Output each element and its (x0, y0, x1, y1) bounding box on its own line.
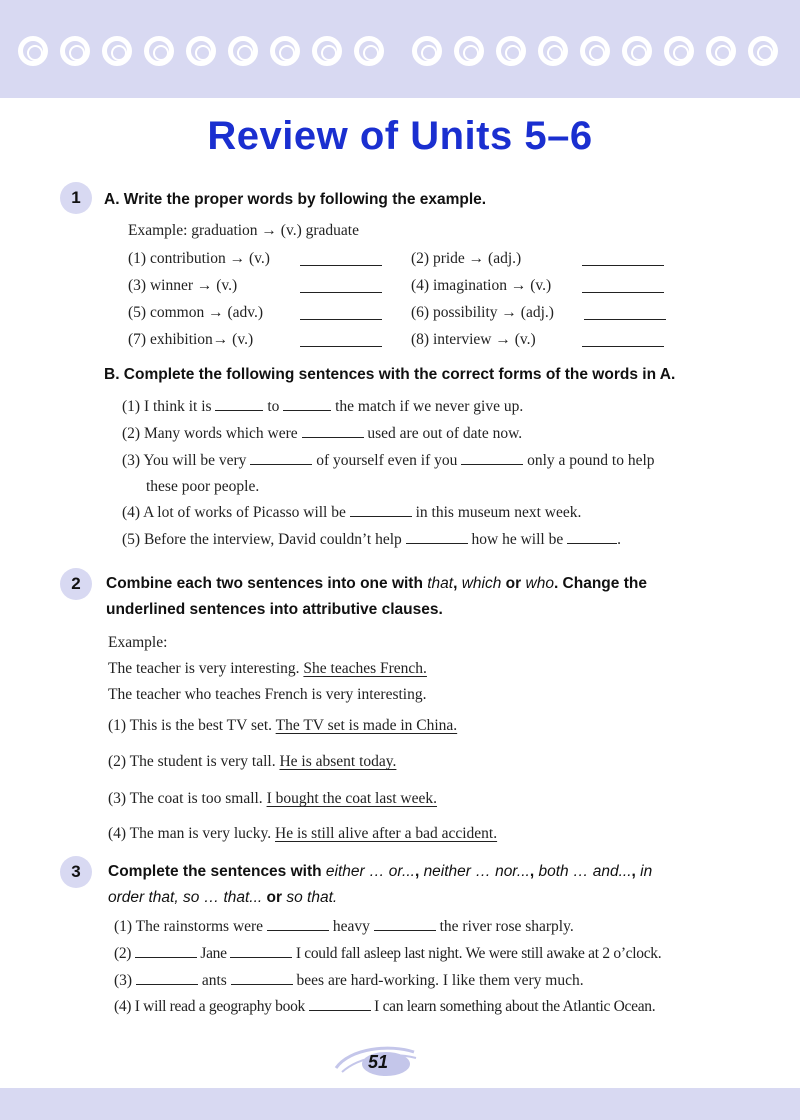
section-1a-item: (2) pride → (adj.) (411, 250, 522, 267)
section-1b-sentence: (5) Before the interview, David couldn’t help how he will be . (122, 531, 621, 548)
answer-blank[interactable] (406, 530, 468, 544)
section-3-badge: 3 (60, 856, 92, 888)
ring-icon (538, 36, 568, 66)
answer-blank[interactable] (231, 971, 293, 985)
answer-blank[interactable] (302, 424, 364, 438)
answer-blank[interactable] (300, 279, 382, 293)
section-1b-sentence-cont: these poor people. (146, 478, 260, 495)
section-1a-item: (4) imagination → (v.) (411, 277, 552, 294)
answer-blank[interactable] (584, 306, 666, 320)
answer-blank[interactable] (300, 306, 382, 320)
section-2-item: (3) The coat is too small. I bought the coat last week. (108, 790, 438, 807)
answer-blank[interactable] (567, 530, 617, 544)
answer-blank[interactable] (267, 917, 329, 931)
section-1b-sentence: (1) I think it is to the match if we never give up. (122, 398, 524, 415)
answer-blank[interactable] (582, 252, 664, 266)
bottom-decorative-band (0, 1088, 800, 1120)
section-2-item: (4) The man is very lucky. He is still alive after a bad accident. (108, 825, 498, 842)
answer-blank[interactable] (461, 451, 523, 465)
section-3-sentence: (3) ants bees are hard-working. I like them very much. (114, 972, 584, 989)
section-1a-item: (7) exhibition→ (v.) (128, 331, 254, 348)
answer-blank[interactable] (300, 333, 382, 347)
ring-icon (144, 36, 174, 66)
section-1b-sentence: (3) You will be very of yourself even if you only a pound to help (122, 452, 655, 469)
section-2-item: (2) The student is very tall. He is absent today. (108, 753, 397, 770)
answer-blank[interactable] (582, 279, 664, 293)
answer-blank[interactable] (300, 252, 382, 266)
section-1b-sentence: (2) Many words which were used are out of date now. (122, 425, 523, 442)
ring-icon (706, 36, 736, 66)
ring-icon (270, 36, 300, 66)
answer-blank[interactable] (283, 397, 331, 411)
section-3-sentence: (2) Jane I could fall asleep last night. We were still awake at 2 o’clock. (114, 945, 662, 962)
section-2-example-question: The teacher is very interesting. She teaches French. (108, 660, 427, 677)
ring-icon (18, 36, 48, 66)
section-2-badge: 2 (60, 568, 92, 600)
ring-icon (60, 36, 90, 66)
page-number: 51 (368, 1052, 389, 1072)
ring-icon (496, 36, 526, 66)
ring-icon (102, 36, 132, 66)
section-1a-item: (5) common → (adv.) (128, 304, 264, 321)
answer-blank[interactable] (350, 503, 412, 517)
answer-blank[interactable] (309, 997, 371, 1011)
section-1a-heading: A. Write the proper words by following the example. (104, 191, 487, 208)
section-1b-sentence: (4) A lot of works of Picasso will be in this museum next week. (122, 504, 582, 521)
section-1a-item: (6) possibility → (adj.) (411, 304, 554, 321)
ring-icon (186, 36, 216, 66)
ring-icon (454, 36, 484, 66)
section-1a-item: (8) interview → (v.) (411, 331, 536, 348)
ring-icon (664, 36, 694, 66)
answer-blank[interactable] (374, 917, 436, 931)
section-1b-heading: B. Complete the following sentences with the correct forms of the words in A. (104, 366, 676, 383)
answer-blank[interactable] (136, 971, 198, 985)
section-1a-item: (1) contribution → (v.) (128, 250, 270, 267)
answer-blank[interactable] (135, 944, 197, 958)
top-decorative-band (0, 0, 800, 98)
section-3-sentence: (4) I will read a geography book I can learn something about the Atlantic Ocean. (114, 998, 656, 1015)
ring-icon (622, 36, 652, 66)
ring-icon (354, 36, 384, 66)
section-1a-item: (3) winner → (v.) (128, 277, 238, 294)
section-3-sentence: (1) The rainstorms were heavy the river rose sharply. (114, 918, 574, 935)
section-2-example-answer: The teacher who teaches French is very interesting. (108, 686, 427, 703)
ring-icon (748, 36, 778, 66)
section-2-item: (1) This is the best TV set. The TV set is made in China. (108, 717, 458, 734)
page-title: Review of Units 5–6 (207, 114, 593, 158)
answer-blank[interactable] (582, 333, 664, 347)
page-number-area (330, 1038, 420, 1082)
section-3-heading: Complete the sentences with either … or..., neither … nor..., both … and..., in order that, so … that... or so that. (108, 863, 653, 906)
section-1a-example: Example: graduation → (v.) graduate (128, 222, 359, 239)
ring-icon (228, 36, 258, 66)
answer-blank[interactable] (215, 397, 263, 411)
section-2-example-label: Example: (108, 634, 168, 651)
section-2-heading: Combine each two sentences into one with that, which or who. Change the underlined sentences into attributive clauses. (106, 575, 647, 618)
ring-icon (412, 36, 442, 66)
ring-icon (580, 36, 610, 66)
ring-icon (312, 36, 342, 66)
section-1-badge: 1 (60, 182, 92, 214)
answer-blank[interactable] (230, 944, 292, 958)
answer-blank[interactable] (250, 451, 312, 465)
